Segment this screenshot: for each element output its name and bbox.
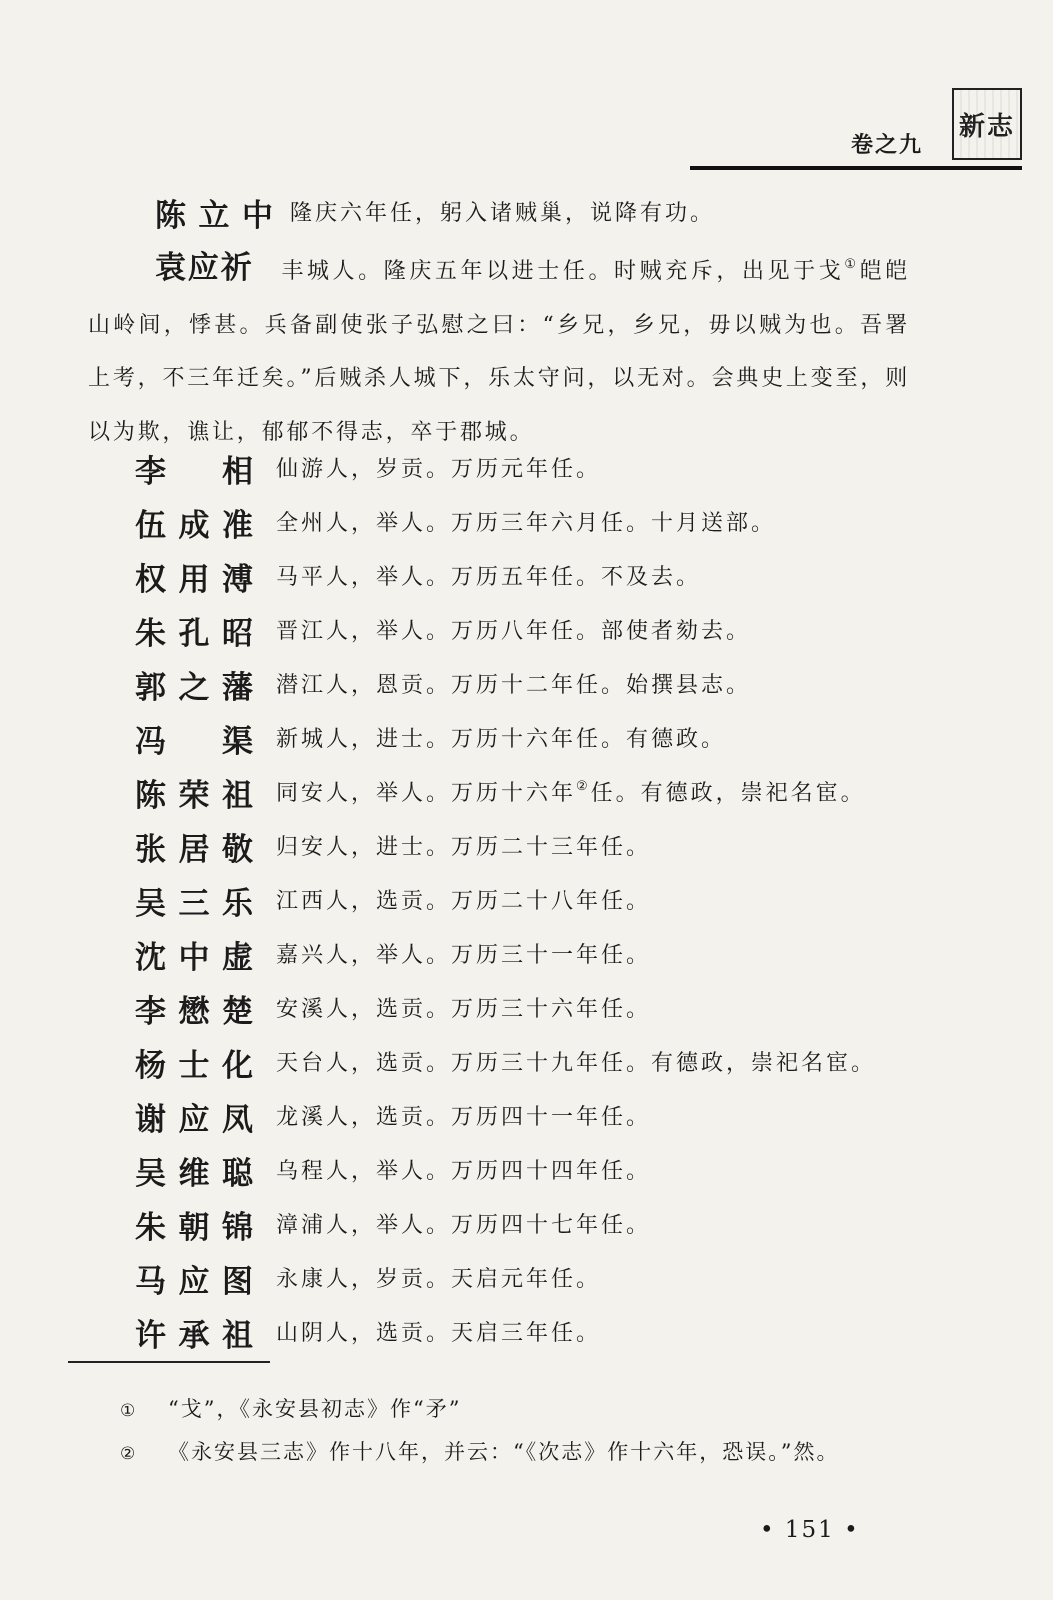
official-description: 隆庆六年任，躬入诸贼巢，说降有功。 bbox=[290, 201, 716, 226]
page-header bbox=[0, 0, 1053, 180]
footnote-text: 《永安县三志》作十八年，并云：“《次志》作十六年，恐误。”然。 bbox=[168, 1440, 840, 1464]
official-name: 李 相 bbox=[135, 454, 253, 490]
official-name: 谢应凤 bbox=[135, 1102, 253, 1138]
official-name: 马应图 bbox=[135, 1264, 253, 1300]
footnote bbox=[120, 1393, 461, 1423]
footnote-ref: ② bbox=[576, 779, 591, 794]
official-name: 冯 渠 bbox=[135, 724, 253, 760]
official-name: 权用溥 bbox=[135, 562, 253, 598]
official-name: 郭之藩 bbox=[135, 670, 253, 706]
biography-paragraph bbox=[88, 242, 910, 459]
official-name: 陈荣祖 bbox=[135, 778, 253, 814]
official-name: 杨士化 bbox=[135, 1048, 253, 1084]
official-description bbox=[276, 776, 866, 807]
footnote-text: “戈”，《永安县初志》作“矛” bbox=[168, 1397, 462, 1421]
description-text: 同安人，举人。万历十六年 bbox=[276, 781, 577, 806]
official-description: 安溪人，选贡。万历三十六年任。 bbox=[276, 997, 652, 1022]
official-description: 天台人，选贡。万历三十九年任。有德政，崇祀名宦。 bbox=[276, 1051, 877, 1076]
seal-logo: 新志 bbox=[952, 88, 1022, 160]
footnote bbox=[120, 1436, 839, 1466]
official-name: 陈立中 bbox=[155, 198, 273, 234]
official-description: 江西人，选贡。万历二十八年任。 bbox=[276, 889, 652, 914]
official-name: 袁应祈 bbox=[155, 250, 254, 286]
official-name: 许承祖 bbox=[135, 1318, 253, 1354]
official-description: 乌程人，举人。万历四十四年任。 bbox=[276, 1159, 652, 1184]
official-description: 马平人，举人。万历五年任。不及去。 bbox=[276, 565, 702, 590]
footnote-rule bbox=[68, 1361, 270, 1363]
official-name: 吴三乐 bbox=[135, 886, 253, 922]
official-description: 山阴人，选贡。天启三年任。 bbox=[276, 1321, 602, 1346]
chapter-title: 卷之九 bbox=[850, 133, 923, 158]
official-name: 伍成准 bbox=[135, 508, 253, 544]
footnote-mark: ② bbox=[120, 1444, 138, 1464]
official-description: 全州人，举人。万历三年六月任。十月送部。 bbox=[276, 511, 777, 536]
official-name: 沈中虚 bbox=[135, 940, 253, 976]
official-description: 嘉兴人，举人。万历三十一年任。 bbox=[276, 943, 652, 968]
footnote-mark: ① bbox=[120, 1401, 138, 1421]
paragraph-text: 皑皑山岭间，悸甚。兵备副使张子弘慰之曰：“乡兄，乡兄，毋以贼为也。吾署上考，不三年迁矣。”后贼杀人城下，乐太守问，以无对。会典史上变至，则以为欺，谯让，郁郁不得志，卒于郡城。 bbox=[88, 259, 910, 445]
official-name: 吴维聪 bbox=[135, 1156, 253, 1192]
official-name: 张居敬 bbox=[135, 832, 253, 868]
official-description: 潜江人，恩贡。万历十二年任。始撰县志。 bbox=[276, 673, 752, 698]
page-number: • 151 • bbox=[760, 1517, 860, 1543]
description-text: 任。有德政，崇祀名宦。 bbox=[590, 781, 866, 806]
official-description: 永康人，岁贡。天启元年任。 bbox=[276, 1267, 602, 1292]
official-description: 晋江人，举人。万历八年任。部使者劾去。 bbox=[276, 619, 752, 644]
official-description: 仙游人，岁贡。万历元年任。 bbox=[276, 457, 602, 482]
official-description: 新城人，进士。万历十六年任。有德政。 bbox=[276, 727, 727, 752]
header-rule bbox=[690, 166, 1022, 170]
official-name: 朱朝锦 bbox=[135, 1210, 253, 1246]
footnote-ref: ① bbox=[844, 257, 860, 272]
official-description: 归安人，进士。万历二十三年任。 bbox=[276, 835, 652, 860]
official-description: 漳浦人，举人。万历四十七年任。 bbox=[276, 1213, 652, 1238]
official-name: 李懋楚 bbox=[135, 994, 253, 1030]
official-description: 龙溪人，选贡。万历四十一年任。 bbox=[276, 1105, 652, 1130]
official-name: 朱孔昭 bbox=[135, 616, 253, 652]
paragraph-text: 丰城人。隆庆五年以进士任。时贼充斥，出见于戈 bbox=[281, 259, 845, 284]
